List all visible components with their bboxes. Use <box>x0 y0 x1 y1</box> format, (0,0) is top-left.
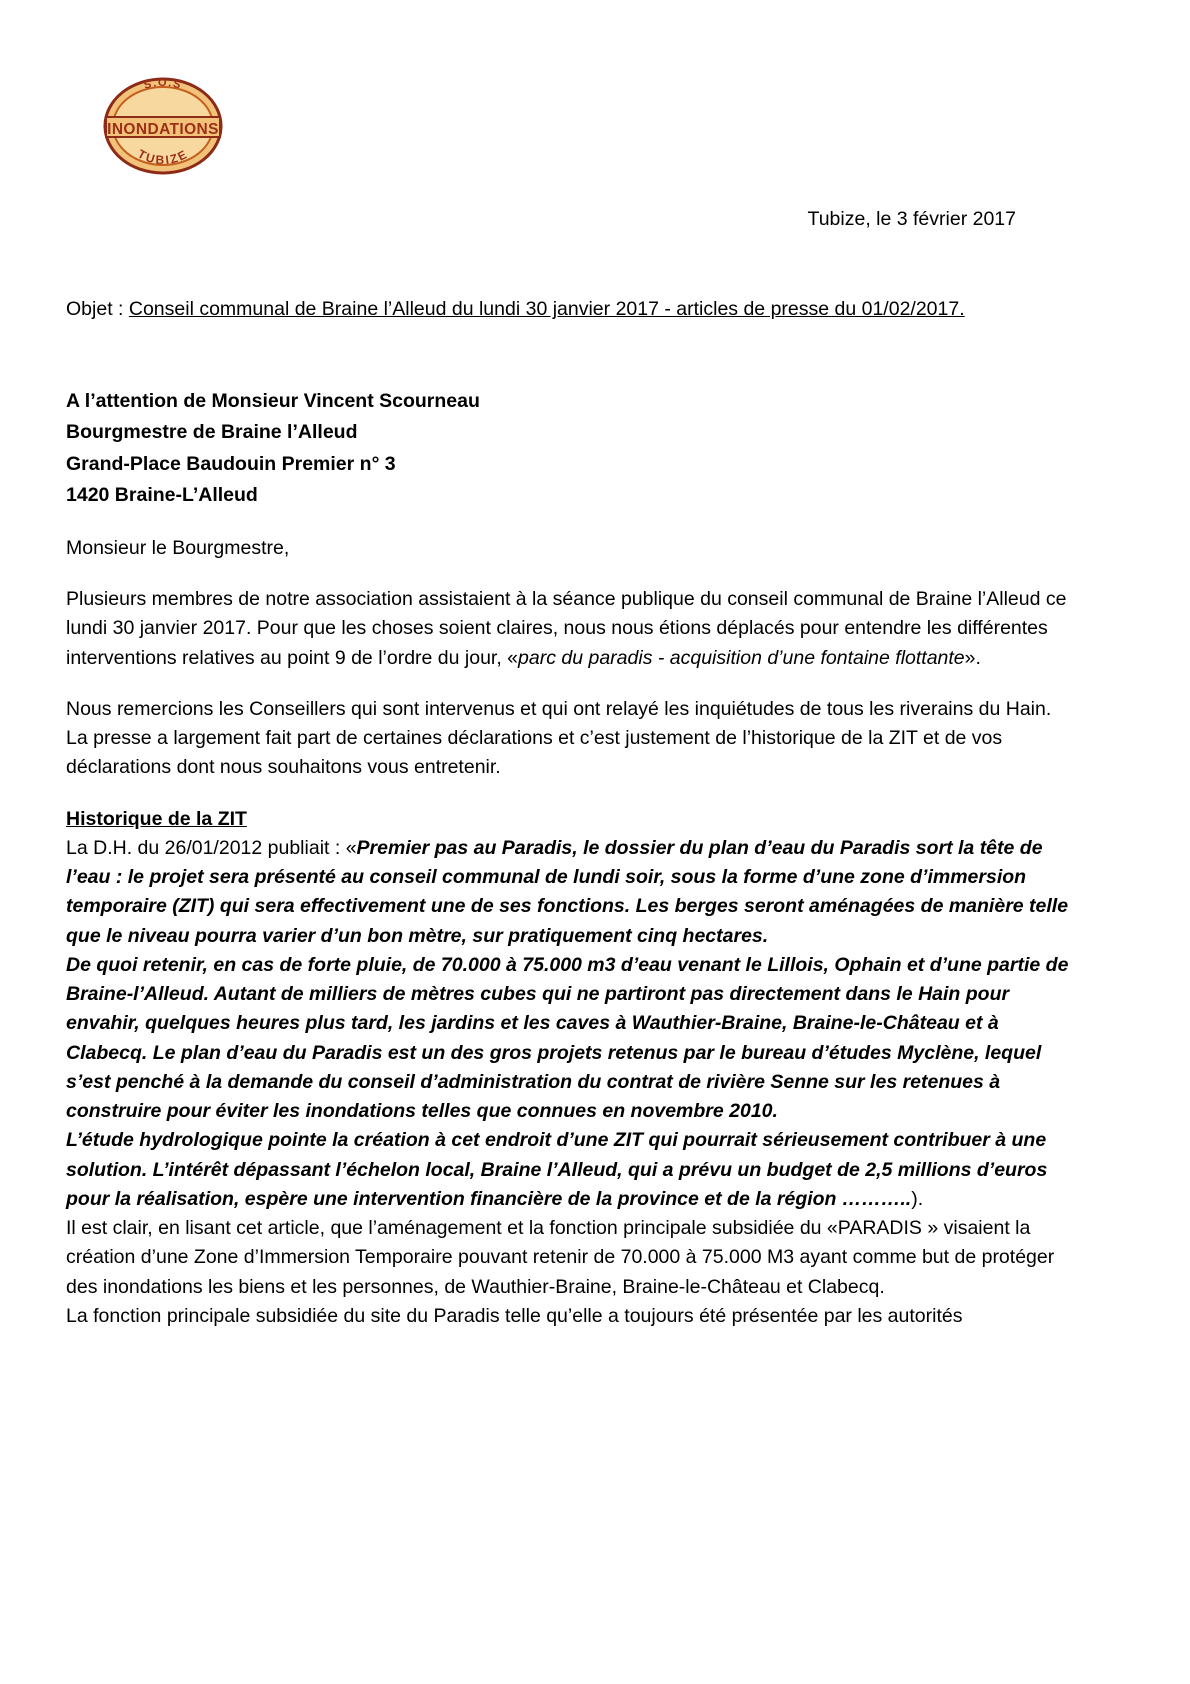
paragraph-intro-quote: parc du paradis - acquisition d’une fontaine flottante <box>518 646 965 669</box>
quote-block-2: De quoi retenir, en cas de forte pluie, de 70.000 à 75.000 m3 d’eau venant le Lillois, Ophain et d’une partie de Braine-l’Alleud. Autant de milliers de mètres cubes qui ne partiront pas directement dans le Hain pour envahir, quelques heures plus tard, les jardins et les caves à Wauthier-Braine, Braine-le-Château et à Clabecq. Le plan d’eau du Paradis est un des gros projets retenus par le bureau d’études Myclène, lequel s’est penché à la demande du conseil d’administration du contrat de rivière Senne sur les retenues à construire pour éviter les inondations telles que connues en novembre 2010. <box>66 953 1069 1123</box>
letter-body <box>66 206 1082 1331</box>
subject-label: Objet : <box>66 298 129 321</box>
quote-block-3: L’étude hydrologique pointe la création à cet endroit d’une ZIT qui pourrait sérieusement contribuer à une solution. L’intérêt dépassant l’échelon local, Braine l’Alleud, qui a prévu un budget de 2,5 millions d’euros pour la réalisation, espère une intervention financière de la province et de la région ……….. <box>66 1129 1048 1210</box>
logo-bottom-text: TUBIZE <box>135 146 191 168</box>
salutation: Monsieur le Bourgmestre, <box>66 536 290 559</box>
section-title-historique: Historique de la ZIT <box>66 807 247 830</box>
paragraph-conclusion-2: La fonction principale subsidiée du site du Paradis telle qu’elle a toujours été présentée par les autorités <box>66 1304 963 1327</box>
logo-top-text: S.O.S <box>142 77 184 92</box>
paragraph-intro <box>66 585 1082 673</box>
paragraph-thanks: Nous remercions les Conseillers qui sont intervenus et qui ont relayé les inquiétudes de tous les riverains du Hain. <box>66 697 1052 720</box>
sos-inondations-tubize-logo <box>88 72 238 180</box>
paragraph-intro-post: ». <box>964 646 981 669</box>
logo-icon <box>88 72 238 180</box>
addressee-line: Bourgmestre de Braine l’Alleud <box>66 421 358 444</box>
quote-intro-text: La D.H. du 26/01/2012 publiait : « <box>66 836 357 859</box>
quote-block-3-line <box>66 1126 1082 1214</box>
subject-line <box>66 295 1082 323</box>
date-line: Tubize, le 3 février 2017 <box>807 208 1016 230</box>
paragraph-intro-pre: Plusieurs membres de notre association assistaient à la séance publique du conseil communal de Braine l’Alleud ce lundi 30 janvier 2017. Pour que les choses soient claires, nous nous étions déplacés pour entendre les différentes interventions relatives au point 9 de l’ordre du jour, « <box>66 588 1067 669</box>
subject-text: Conseil communal de Braine l’Alleud du lundi 30 janvier 2017 - articles de presse du 01/02/2017. <box>128 298 965 321</box>
quote-intro-line <box>66 834 1082 951</box>
paragraph-press: La presse a largement fait part de certaines déclarations et c’est justement de l’historique de la ZIT et de vos déclarations dont nous souhaitons vous entretenir. <box>66 727 1003 779</box>
quote-close: ). <box>911 1187 924 1210</box>
quote-block-1: Premier pas au Paradis, le dossier du plan d’eau du Paradis sort la tête de l’eau : le projet sera présenté au conseil communal de lundi soir, sous la forme d’une zone d’immersion temporaire (ZIT) qui sera effectivement une de ses fonctions. Les berges seront aménagées de manière telle que le niveau pourra varier d’un bon mètre, sur pratiquement cinq hectares. <box>66 836 1069 947</box>
addressee-line: A l’attention de Monsieur Vincent Scourneau <box>66 389 480 412</box>
paragraph-conclusion-1: Il est clair, en lisant cet article, que l’aménagement et la fonction principale subsidiée du «PARADIS » visaient la création d’une Zone d’Immersion Temporaire pouvant retenir de 70.000 à 75.000 M3 ayant comme but de protéger des inondations les biens et les personnes, de Wauthier-Braine, Braine-le-Château et Clabecq. <box>66 1217 1055 1298</box>
addressee-line: Grand-Place Baudouin Premier n° 3 <box>66 452 396 475</box>
addressee-line: 1420 Braine-L’Alleud <box>66 484 258 507</box>
addressee-block <box>66 386 1082 512</box>
logo-main-text: INONDATIONS <box>107 121 219 138</box>
